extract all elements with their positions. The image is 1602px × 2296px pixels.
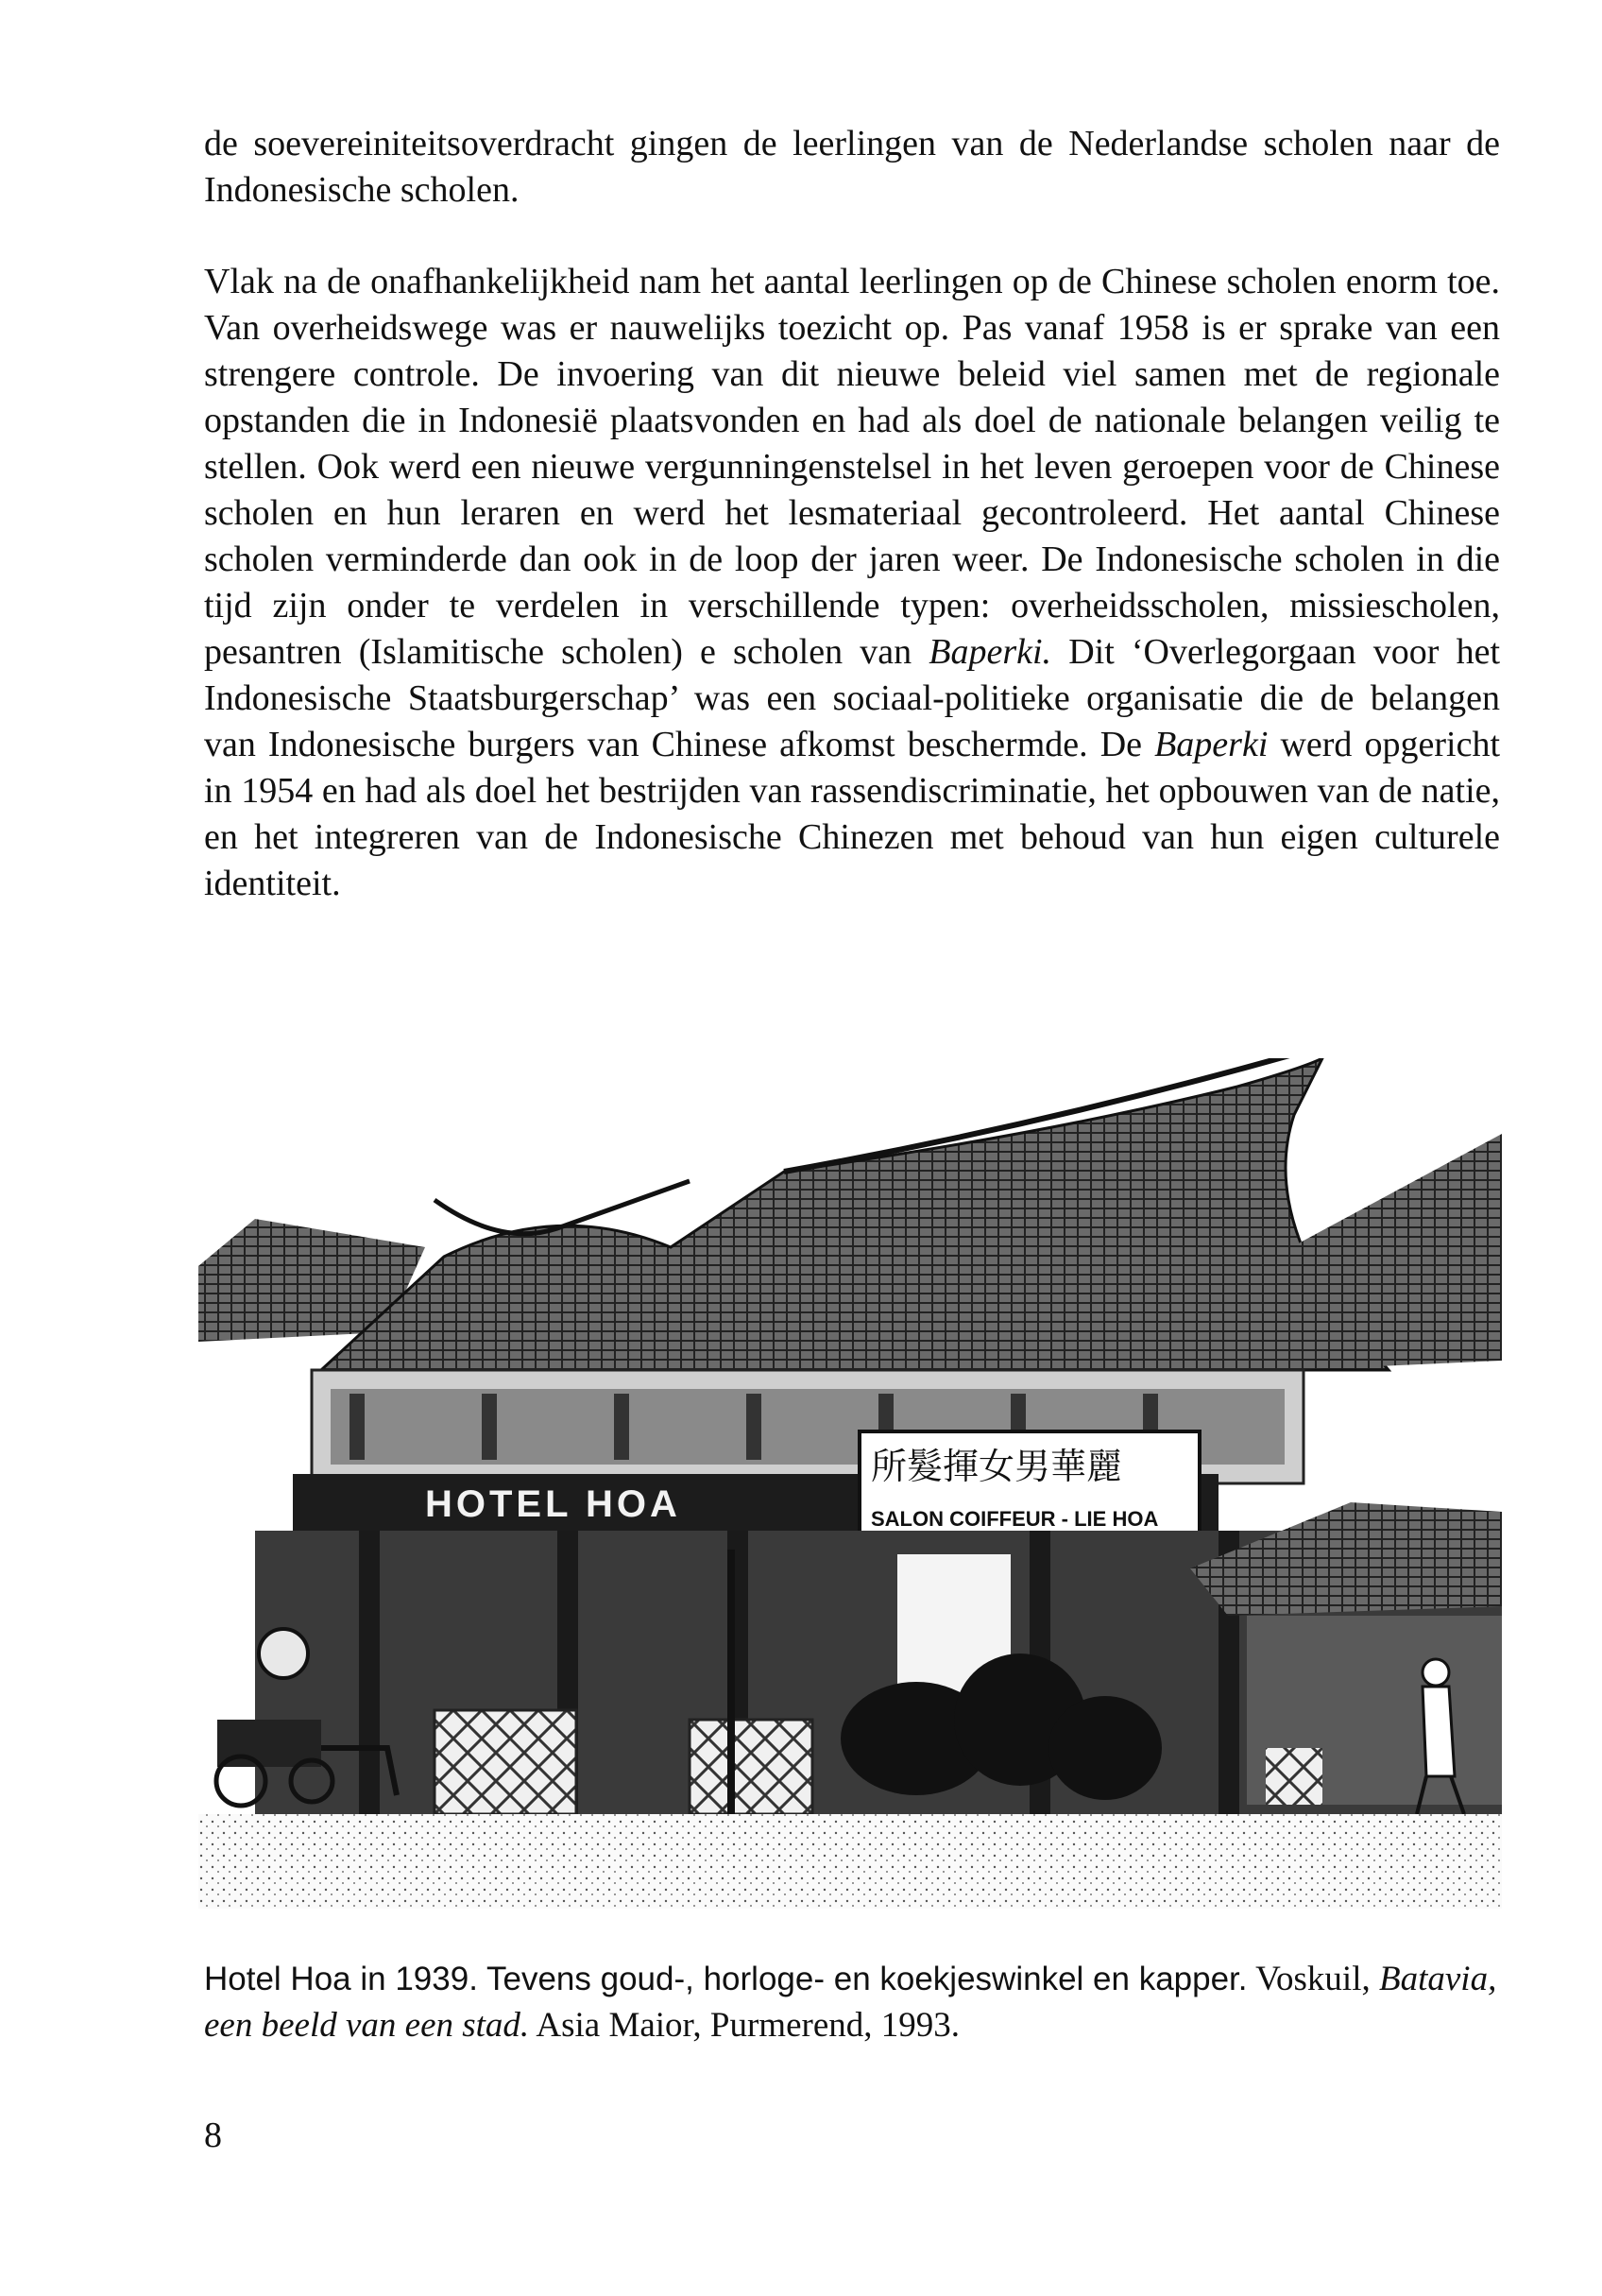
paragraph-2-text-a: Vlak na de onafhankelijkheid nam het aantal leerlingen op de Chinese scholen enorm toe. Van overheidswege was er nauwelijks toezicht op. Pas vanaf 1958 is er sprake van een strengere controle. De invoering van dit nieuwe beleid viel samen met de regionale opstanden die in Indonesië plaatsvonden en had als doel de nationale belangen veilig te stellen. Ook werd een nieuwe vergunningenstelsel in het leven geroepen voor de Chinese scholen en hun leraren en werd het lesmateriaal gecontroleerd. Het aantal Chinese scholen verminderde dan ook in de loop der jaren weer. De Indonesische scholen in die tijd zijn onder te verdelen in verschillende typen: overheidsscholen, missiescholen, pesantren (Islamitische scholen) e	[204, 262, 1500, 672]
baperki-italic-2: Baperki	[1154, 725, 1269, 764]
basket	[1266, 1748, 1322, 1805]
photo-illustration	[198, 1058, 1502, 1909]
page-number: 8	[204, 2116, 222, 2155]
paragraph-2-text-d: werd opgericht in 1954 en had als doel het bestrijden van rassendiscriminatie, het opbouwen van de natie, en het integreren van de Indonesische Chinezen met behoud van hun eigen culturele identiteit.	[204, 725, 1500, 903]
paragraph-2	[204, 259, 1500, 907]
caption-sans-text: Hotel Hoa in 1939. Tevens goud-, horloge- en koekjeswinkel en kapper.	[204, 1961, 1248, 1997]
paragraph-2-text-c: Dit ‘Overlegorgaan voor het Indonesische Staatsburgerschap’ was een sociaal-politieke organisatie die de belangen van Indonesische burgers van Chinese afkomst beschermde. De	[204, 632, 1500, 764]
paragraph-1-text: de soevereiniteitsoverdracht gingen de leerlingen van de Nederlandse scholen naar de Indonesische scholen.	[204, 124, 1500, 210]
body-text	[204, 121, 1500, 907]
photo-caption	[204, 1956, 1517, 2048]
paragraph-1	[204, 121, 1500, 214]
paragraph-2-text-b: scholen van	[733, 632, 929, 672]
caption-serif-text: Voskuil,	[1247, 1960, 1379, 1998]
lattice-fence-right	[690, 1720, 812, 1814]
clock	[259, 1629, 308, 1678]
salon-sign-latin: SALON COIFFEUR - LIE HOA	[871, 1507, 1159, 1531]
salon-sign-chinese: 所髮揮女男華麗	[871, 1446, 1123, 1487]
hotel-hoa-sign: HOTEL HOA	[425, 1483, 681, 1525]
lattice-fence-left	[435, 1710, 576, 1814]
caption-book-title: Batavia, een beeld van een stad.	[204, 1960, 1497, 2045]
baperki-italic-1: Baperki.	[929, 632, 1052, 672]
street	[198, 1814, 1502, 1909]
historic-photo-hotel-hoa	[198, 1058, 1502, 1909]
caption-publisher: Asia Maior, Purmerend, 1993.	[529, 2006, 960, 2045]
